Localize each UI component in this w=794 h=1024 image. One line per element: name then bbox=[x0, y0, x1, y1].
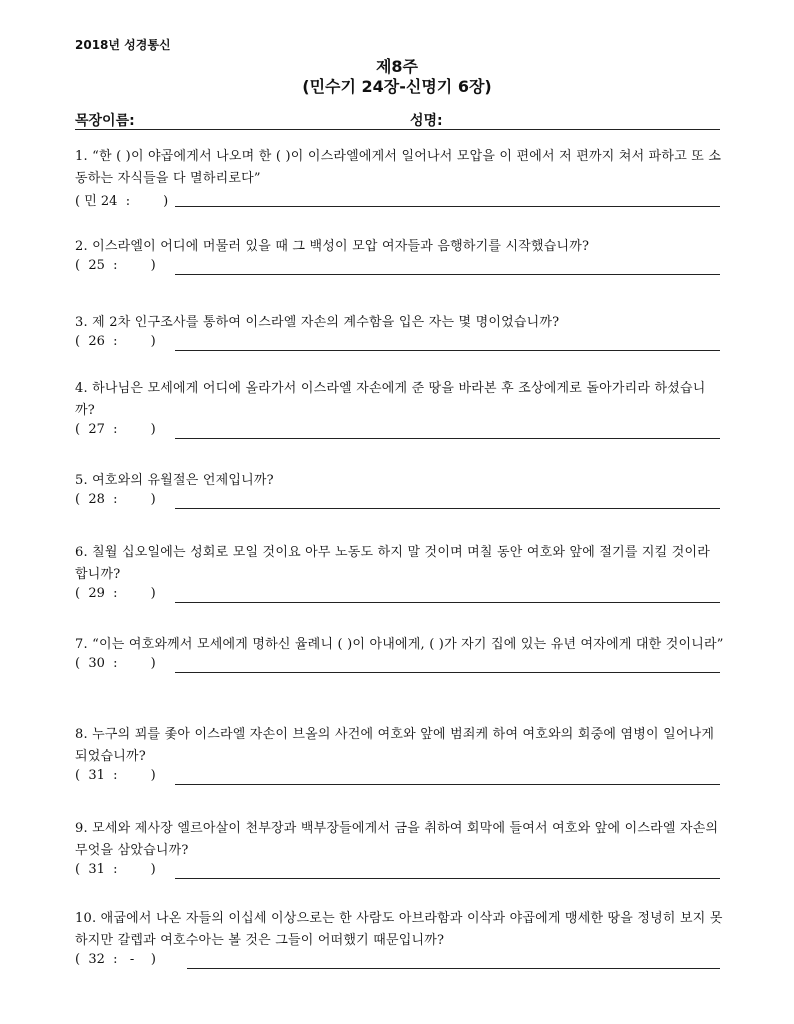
question-item bbox=[75, 470, 725, 512]
verse-reference: ( 29 : ) bbox=[75, 586, 156, 601]
verse-reference: ( 31 : ) bbox=[75, 862, 156, 877]
verse-reference: ( 30 : ) bbox=[75, 656, 156, 671]
verse-reference: ( 26 : ) bbox=[75, 334, 156, 349]
answer-line[interactable] bbox=[175, 602, 720, 603]
question-item bbox=[75, 236, 725, 278]
page-title: 제8주 bbox=[375, 57, 419, 76]
question-item bbox=[75, 312, 725, 354]
answer-line[interactable] bbox=[175, 438, 720, 439]
answer-line[interactable] bbox=[175, 350, 720, 351]
answer-line[interactable] bbox=[175, 878, 720, 879]
name-fields-rule bbox=[75, 129, 720, 130]
verse-reference: ( 25 : ) bbox=[75, 258, 156, 273]
answer-line[interactable] bbox=[175, 672, 720, 673]
question-item bbox=[75, 542, 725, 606]
group-name-label: 목장이름: bbox=[75, 113, 135, 129]
name-fields-row bbox=[75, 110, 720, 130]
verse-reference: ( 민 24 : ) bbox=[75, 194, 169, 209]
answer-row bbox=[75, 334, 725, 354]
question-item bbox=[75, 146, 725, 210]
question-text: 1. “한 ( )이 야곱에게서 나오며 한 ( )이 이스라엘에게서 일어나서 모압을 이 편에서 저 편까지 쳐서 파하고 또 소동하는 자식들을 다 멸하리로다” bbox=[75, 149, 722, 186]
question-text: 10. 애굽에서 나온 자들의 이십세 이상으로는 한 사람도 아브라함과 이삭과 야곱에게 맹세한 땅을 정녕히 보지 못하지만 갈렙과 여호수아는 볼 것은 그들이 어떠했기 때문입니까? bbox=[75, 911, 723, 948]
question-item bbox=[75, 378, 725, 442]
question-item bbox=[75, 818, 725, 882]
question-text: 4. 하나님은 모세에게 어디에 올라가서 이스라엘 자손에게 준 땅을 바라본 후 조상에게로 돌아가리라 하셨습니까? bbox=[75, 381, 706, 418]
answer-row bbox=[75, 952, 725, 972]
answer-line[interactable] bbox=[187, 968, 720, 969]
question-text: 2. 이스라엘이 어디에 머물러 있을 때 그 백성이 모압 여자들과 음행하기를 시작했습니까? bbox=[75, 239, 590, 254]
verse-reference: ( 27 : ) bbox=[75, 422, 156, 437]
answer-line[interactable] bbox=[175, 274, 720, 275]
answer-row bbox=[75, 258, 725, 278]
person-name-label: 성명: bbox=[410, 113, 443, 129]
answer-line[interactable] bbox=[175, 508, 720, 509]
answer-line[interactable] bbox=[175, 784, 720, 785]
answer-row bbox=[75, 190, 725, 210]
question-text: 9. 모세와 제사장 엘르아살이 천부장과 백부장들에게서 금을 취하여 회막에 들여서 여호와 앞에 이스라엘 자손의 무엇을 삼았습니까? bbox=[75, 821, 719, 858]
answer-line[interactable] bbox=[175, 206, 720, 207]
header-year-label: 2018년 성경통신 bbox=[75, 38, 171, 52]
page-subtitle: (민수기 24장-신명기 6장) bbox=[302, 77, 492, 96]
answer-row bbox=[75, 768, 725, 788]
question-text: 8. 누구의 꾀를 좇아 이스라엘 자손이 브올의 사건에 여호와 앞에 범죄케 하여 여호와의 회중에 염병이 일어나게 되었습니까? bbox=[75, 727, 715, 764]
question-text: 7. “이는 여호와께서 모세에게 명하신 율례니 ( )이 아내에게, ( )가 자기 집에 있는 유년 여자에게 대한 것이니라” bbox=[75, 637, 724, 652]
answer-row bbox=[75, 492, 725, 512]
question-item bbox=[75, 634, 725, 676]
verse-reference: ( 28 : ) bbox=[75, 492, 156, 507]
question-text: 3. 제 2차 인구조사를 통하여 이스라엘 자손의 계수함을 입은 자는 몇 명이었습니까? bbox=[75, 315, 560, 330]
question-item bbox=[75, 724, 725, 788]
answer-row bbox=[75, 656, 725, 676]
answer-row bbox=[75, 862, 725, 882]
answer-row bbox=[75, 586, 725, 606]
question-item bbox=[75, 908, 725, 972]
verse-reference: ( 32 : - ) bbox=[75, 952, 156, 967]
answer-row bbox=[75, 422, 725, 442]
question-text: 6. 칠월 십오일에는 성회로 모일 것이요 아무 노동도 하지 말 것이며 며칠 동안 여호와 앞에 절기를 지킬 것이라 합니까? bbox=[75, 545, 711, 582]
verse-reference: ( 31 : ) bbox=[75, 768, 156, 783]
question-text: 5. 여호와의 유월절은 언제입니까? bbox=[75, 473, 274, 488]
